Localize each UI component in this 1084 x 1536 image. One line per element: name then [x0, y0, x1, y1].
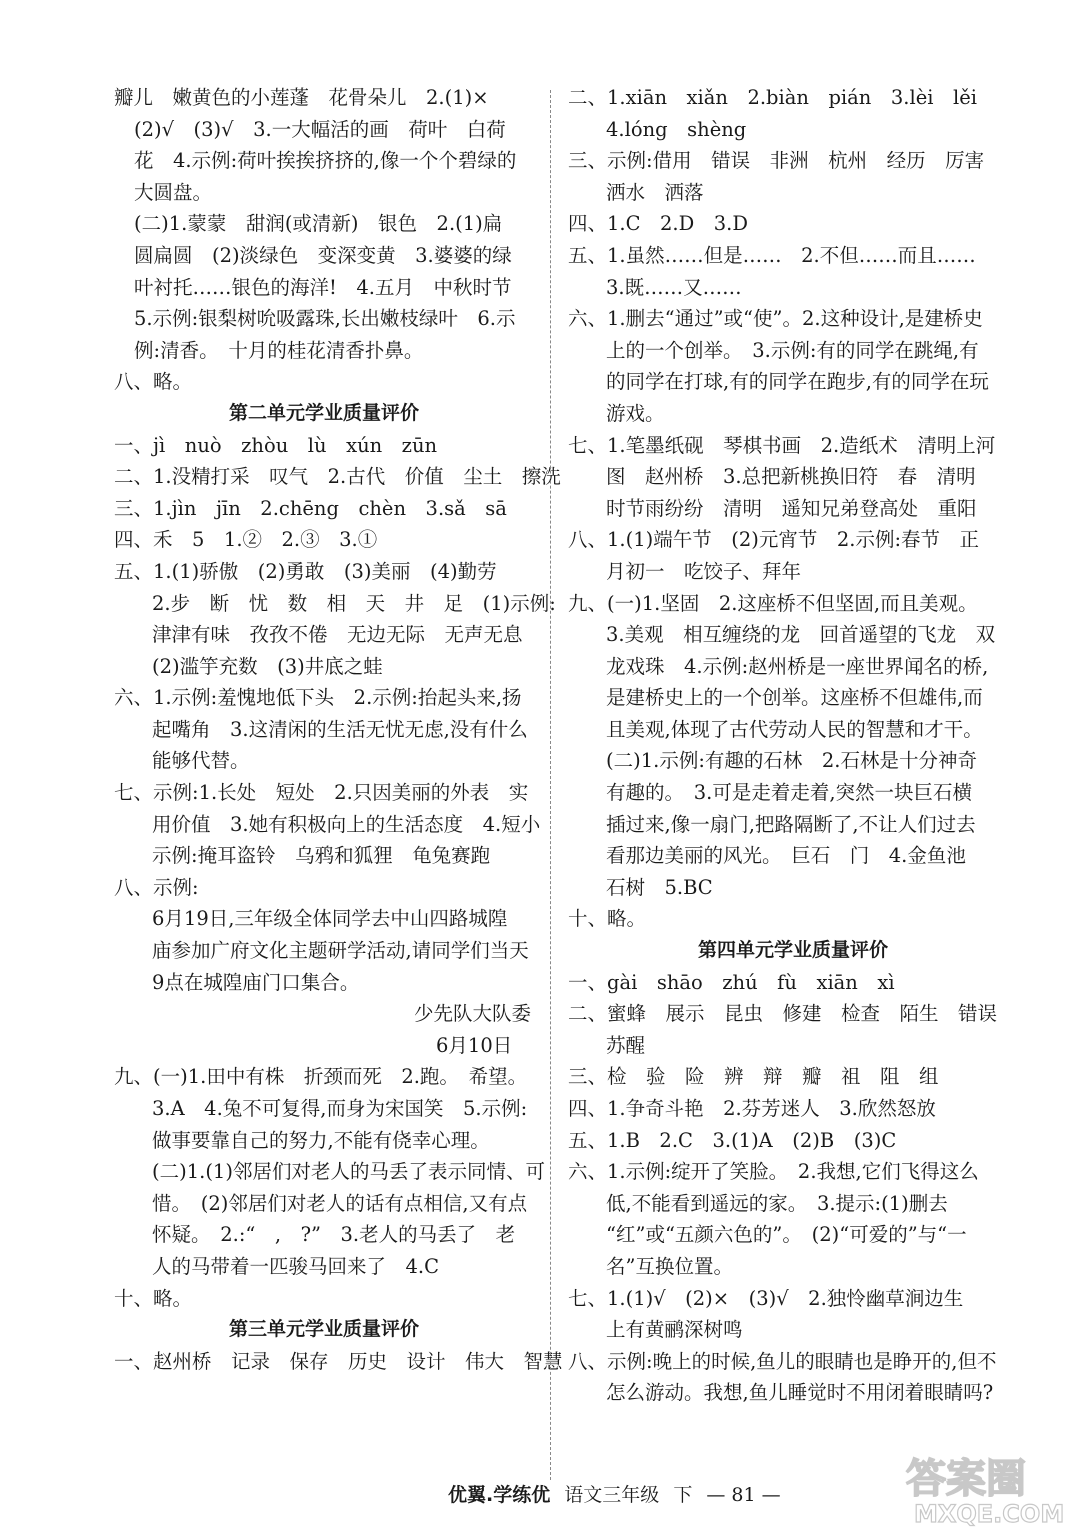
answer-line: 一、赵州桥 记录 保存 历史 设计 伟大 智慧	[114, 1349, 563, 1373]
answer-line: 二、蜜蜂 展示 昆虫 修建 检查 陌生 错误	[568, 1002, 998, 1026]
answer-line: 四、1.争奇斗艳 2.芬芳迷人 3.欣然怒放	[568, 1097, 936, 1120]
answer-line: 十、略。	[568, 907, 647, 931]
section-heading: 第二单元学业质量评价	[228, 401, 419, 424]
answer-line: 游戏。	[606, 401, 665, 425]
answer-line: 看那边美丽的风光。 巨石 门 4.金鱼池	[606, 844, 966, 868]
answer-line: 花 4.示例:荷叶挨挨挤挤的,像一个个碧绿的	[134, 149, 517, 173]
answer-line: 八、1.(1)端午节 (2)元宵节 2.示例:春节 正	[568, 528, 980, 552]
answer-line: 六、1.删去“通过”或“使”。2.这种设计,是建桥史	[568, 307, 983, 331]
answer-line: 三、1.jìn jīn 2.chēng chèn 3.sǎ sā	[114, 496, 507, 520]
answer-line: 4.lóng shèng	[606, 117, 747, 141]
answer-line: 庙参加广府文化主题研学活动,请同学们当天	[152, 939, 529, 963]
footer-volume: 下	[673, 1484, 693, 1506]
answer-line: 3.既……又……	[606, 275, 742, 299]
footer-page-number: — 81 —	[706, 1484, 781, 1506]
answer-line: 苏醒	[606, 1033, 646, 1057]
answer-line: 四、1.C 2.D 3.D	[568, 212, 749, 236]
answer-line: 少先队大队委	[414, 1002, 532, 1026]
answer-line: 人的马带着一匹骏马回来了 4.C	[152, 1254, 440, 1278]
answer-line: 示例:掩耳盗铃 乌鸦和狐狸 龟兔赛跑	[152, 844, 491, 868]
answer-line: 能够代替。	[152, 749, 250, 773]
answer-line: 三、示例:借用 错误 非洲 杭州 经历 厉害	[568, 149, 985, 173]
answer-line: 七、示例:1.长处 短处 2.只因美丽的外表 实	[114, 781, 529, 805]
answer-line: 圆扁圆 (2)淡绿色 变深变黄 3.婆婆的绿	[134, 243, 512, 267]
answer-line: (2)滥竽充数 (3)井底之蛙	[152, 654, 383, 678]
answer-line: 怎么游动。我想,鱼儿睡觉时不用闭着眼睛吗?	[606, 1381, 994, 1405]
watermark-text: 答案圈	[906, 1456, 1026, 1502]
answer-line: 月初一 吃饺子、拜年	[606, 559, 802, 583]
answer-line: 大圆盘。	[134, 180, 213, 204]
answer-line: 一、jì nuò zhòu lù xún zūn	[114, 433, 438, 457]
answer-line: (二)1.(1)邻居们对老人的马丢了表示同情、可	[152, 1160, 545, 1184]
answer-line: 低,不能看到遥远的家。 3.提示:(1)删去	[606, 1191, 948, 1215]
answer-line: 一、gài shāo zhú fù xiān xì	[568, 970, 895, 994]
answer-line: 怀疑。 2.:“ , ?” 3.老人的马丢了 老	[152, 1223, 516, 1247]
answer-line: 图 赵州桥 3.总把新桃换旧符 春 清明	[606, 465, 976, 489]
footer-subject: 语文三年级	[564, 1484, 660, 1506]
answer-line: 十、略。	[114, 1286, 193, 1310]
answer-line: 九、(一)1.田中有株 折颈而死 2.跑。 希望。	[114, 1065, 528, 1089]
answer-line: (2)√ (3)√ 3.一大幅活的画 荷叶 白荷	[134, 117, 506, 141]
answer-line: 叶衬托……银色的海洋! 4.五月 中秋时节	[134, 275, 512, 299]
answer-line: 四、禾 5 1.② 2.③ 3.①	[114, 528, 378, 552]
answer-line: 石树 5.BC	[606, 875, 713, 899]
answer-line: 津津有味 孜孜不倦 无边无际 无声无息	[152, 623, 523, 647]
answer-line: 三、检 验 险 辨 辩 瓣 祖 阻 组	[568, 1065, 939, 1089]
answer-line: 八、示例:	[114, 875, 199, 899]
answer-line: 2.步 断 忧 数 相 天 井 足 (1)示例:	[152, 591, 556, 615]
answer-line: 九、(一)1.坚固 2.这座桥不但坚固,而且美观。	[568, 591, 978, 615]
section-heading: 第四单元学业质量评价	[697, 939, 888, 962]
answer-line: 上的一个创举。 3.示例:有的同学在跳绳,有	[606, 338, 979, 362]
answer-line: 用价值 3.她有积极向上的生活态度 4.短小	[152, 812, 541, 836]
answer-line: 二、1.没精打采 叹气 2.古代 价值 尘土 擦洗	[114, 465, 561, 489]
answer-line: 9点在城隍庙门口集合。	[152, 970, 360, 994]
answer-line: 3.美观 相互缠绕的龙 回首遥望的飞龙 双	[606, 623, 996, 647]
answer-line: 六、1.示例:羞愧地低下头 2.示例:抬起头来,扬	[114, 686, 522, 710]
watermark-site: MXQE.COM	[914, 1500, 1065, 1528]
answer-line: 五、1.(1)骄傲 (2)勇敢 (3)美丽 (4)勤劳	[114, 559, 497, 583]
answer-line: 6月19日,三年级全体同学去中山四路城隍	[152, 907, 508, 931]
answer-line: 八、略。	[114, 370, 193, 394]
answer-line: 是建桥史上的一个创举。这座桥不但雄伟,而	[606, 686, 983, 710]
answer-line: 5.示例:银梨树吮吸露珠,长出嫩枝绿叶 6.示	[134, 307, 516, 331]
answer-line: 做事要靠自己的努力,不能有侥幸心理。	[152, 1128, 490, 1152]
answer-line: “红”或“五颜六色的”。 (2)“可爱的”与“一	[606, 1223, 967, 1247]
answer-line: 插过来,像一扇门,把路隔断了,不让人们过去	[606, 812, 976, 836]
answer-line: 瓣儿 嫩黄色的小莲蓬 花骨朵儿 2.(1)×	[114, 86, 489, 109]
answer-line: 七、1.(1)√ (2)× (3)√ 2.独怜幽草涧边生	[568, 1286, 964, 1310]
answer-line: 有趣的。 3.可是走着走着,突然一块巨石横	[606, 781, 973, 805]
section-heading: 第三单元学业质量评价	[228, 1318, 419, 1341]
answer-line: 3.A 4.兔不可复得,而身为宋国笑 5.示例:	[152, 1097, 528, 1120]
answer-line: 上有黄鹂深树鸣	[606, 1318, 743, 1342]
column-divider	[550, 90, 551, 1480]
answer-line: 洒水 洒落	[606, 180, 704, 204]
right-answer-column	[568, 82, 1018, 1409]
answer-line: 例:清香。 十月的桂花清香扑鼻。	[134, 338, 424, 362]
answer-line: 龙戏珠 4.示例:赵州桥是一座世界闻名的桥,	[606, 654, 989, 678]
answer-line: 六、1.示例:绽开了笑脸。 2.我想,它们飞得这么	[568, 1160, 979, 1184]
watermark-logo-icon	[900, 1448, 1070, 1528]
left-answer-column	[114, 82, 563, 1377]
answer-line: 起嘴角 3.这清闲的生活无忧无虑,没有什么	[152, 717, 528, 741]
answer-line: 名”互换位置。	[606, 1254, 733, 1278]
answer-line: 且美观,体现了古代劳动人民的智慧和才干。	[606, 717, 983, 741]
footer-brand: 优翼.学练优	[448, 1484, 551, 1506]
answer-line: 七、1.笔墨纸砚 琴棋书画 2.造纸术 清明上河	[568, 433, 996, 457]
answer-line: 五、1.B 2.C 3.(1)A (2)B (3)C	[568, 1128, 897, 1152]
page-footer	[448, 1480, 789, 1510]
answer-line: 的同学在打球,有的同学在跑步,有的同学在玩	[606, 370, 989, 394]
answer-line: 6月10日	[436, 1033, 513, 1057]
answer-line: 八、示例:晚上的时候,鱼儿的眼睛也是睁开的,但不	[568, 1349, 997, 1373]
answer-line: (二)1.蒙蒙 甜润(或清新) 银色 2.(1)扁	[134, 212, 503, 236]
answer-line: 五、1.虽然……但是…… 2.不但……而且……	[568, 243, 976, 267]
answer-line: 惜。 (2)邻居们对老人的话有点相信,又有点	[152, 1191, 528, 1215]
answer-line: 时节雨纷纷 清明 遥知兄弟登高处 重阳	[606, 496, 977, 520]
answer-line: 二、1.xiān xiǎn 2.biàn pián 3.lèi lěi	[568, 86, 977, 109]
answer-line: (二)1.示例:有趣的石林 2.石林是十分神奇	[606, 749, 977, 773]
